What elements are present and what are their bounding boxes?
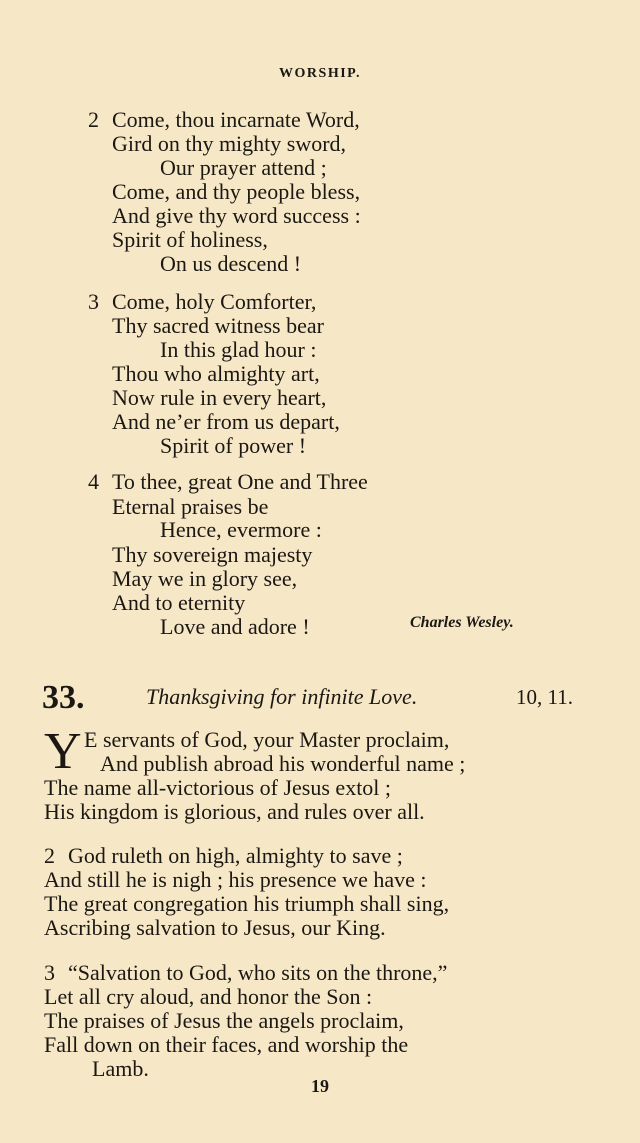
stanza-number: 3: [44, 960, 55, 985]
verse-line: Let all cry aloud, and honor the Son :: [44, 984, 373, 1009]
verse-line: Now rule in every heart,: [112, 385, 327, 410]
stanza-number: 2: [44, 843, 55, 868]
verse-line: Thy sovereign majesty: [112, 542, 313, 567]
hymn-number: 33.: [42, 679, 85, 716]
verse-line: Ascribing salvation to Jesus, our King.: [44, 915, 386, 940]
page-number: 19: [311, 1076, 329, 1096]
verse-line: On us descend !: [160, 251, 302, 276]
verse-line: Come, thou incarnate Word,: [112, 107, 360, 132]
verse-line: Fall down on their faces, and worship the: [44, 1032, 409, 1057]
verse-line: Our prayer attend ;: [160, 155, 327, 180]
verse-line: Thy sacred witness bear: [112, 313, 324, 338]
verse-line: And to eternity: [112, 590, 246, 615]
author-attribution: Charles Wesley.: [410, 614, 514, 631]
verse-line: “Salvation to God, who sits on the throne,”: [68, 960, 448, 985]
verse-line: Hence, evermore :: [160, 517, 322, 542]
verse-line: God ruleth on high, almighty to save ;: [68, 843, 403, 868]
verse-line: E servants of God, your Master proclaim,: [84, 727, 450, 752]
running-head: WORSHIP.: [279, 66, 361, 81]
verse-line: In this glad hour :: [160, 337, 317, 362]
verse-line: His kingdom is glorious, and rules over all.: [44, 799, 425, 824]
verse-line: And publish abroad his wonderful name ;: [100, 751, 466, 776]
verse-line: Spirit of power !: [160, 433, 307, 458]
hymn-meter: 10, 11.: [516, 685, 573, 709]
stanza-number: 3: [88, 289, 99, 314]
verse-line: Gird on thy mighty sword,: [112, 131, 347, 156]
verse-line: To thee, great One and Three: [112, 469, 368, 494]
verse-line: The name all-victorious of Jesus extol ;: [44, 775, 392, 800]
verse-line: Spirit of holiness,: [112, 227, 268, 252]
verse-line: Lamb.: [92, 1056, 149, 1081]
verse-line: And ne’er from us depart,: [112, 409, 340, 434]
verse-line: Thou who almighty art,: [112, 361, 320, 386]
verse-line: The praises of Jesus the angels proclaim,: [44, 1008, 404, 1033]
verse-line: Eternal praises be: [112, 494, 269, 519]
verse-line: May we in glory see,: [112, 566, 298, 591]
drop-cap: Y: [44, 723, 82, 780]
verse-line: Come, and thy people bless,: [112, 179, 361, 204]
verse-line: Love and adore !: [160, 614, 310, 639]
verse-line: And still he is nigh ; his presence we have :: [44, 867, 427, 892]
verse-line: The great congregation his triumph shall sing,: [44, 891, 450, 916]
stanza-number: 4: [88, 469, 99, 494]
hymn-title: Thanksgiving for infinite Love.: [146, 684, 418, 709]
verse-line: And give thy word success :: [112, 203, 361, 228]
stanza-number: 2: [88, 107, 99, 132]
verse-line: Come, holy Comforter,: [112, 289, 317, 314]
